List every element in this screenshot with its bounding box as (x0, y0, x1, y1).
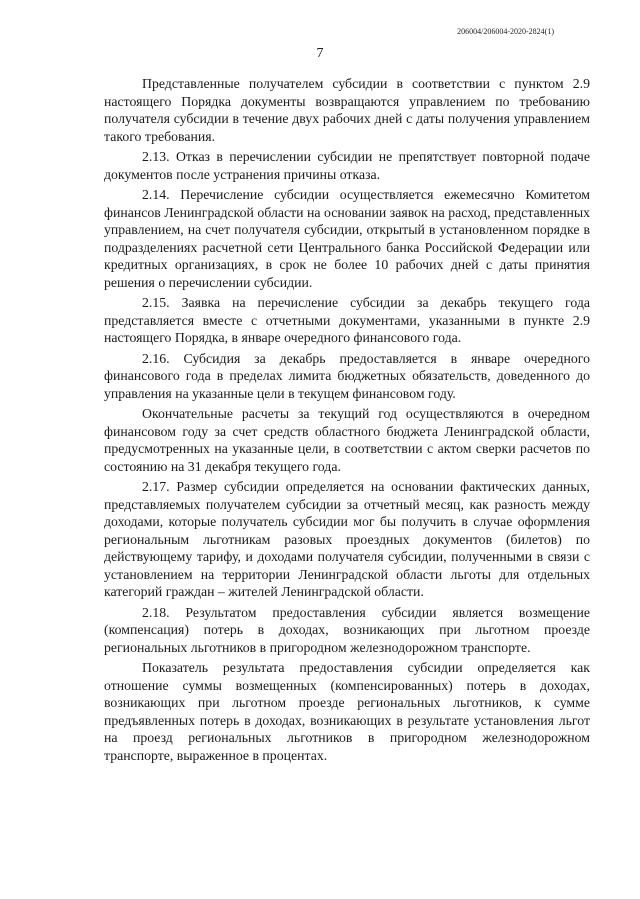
paragraph-2-13: 2.13. Отказ в перечислении субсидии не препятствует повторной подаче документов после устранения причины отказа. (104, 149, 590, 182)
document-body (104, 75, 590, 764)
page-number: 7 (316, 46, 324, 61)
paragraph-return-documents: Представленные получателем субсидии в соответствии с пунктом 2.9 настоящего Порядка документы возвращаются управлением по требованию получателя субсидии в течение двух рабочих дней с даты получения управлением такого требования. (104, 76, 590, 144)
paragraph-2-14: 2.14. Перечисление субсидии осуществляется ежемесячно Комитетом финансов Ленинградской области на основании заявок на расход, представленных управлением, на счет получателя субсидии, открытый в установленном порядке в подразделениях расчетной сети Центрального банка Российской Федерации или кредитных организациях, в срок не более 10 рабочих дней с даты принятия решения о перечислении субсидии. (104, 187, 590, 290)
paragraph-2-15: 2.15. Заявка на перечисление субсидии за декабрь текущего года представляется вместе с отчетными документами, указанными в пункте 2.9 настоящего Порядка, в январе очередного финансового года. (104, 295, 590, 345)
paragraph-final-settlements: Окончательные расчеты за текущий год осуществляются в очередном финансовом году за счет средств областного бюджета Ленинградской области, предусмотренных на указанные цели, в соответствии с актом сверки расчетов по состоянию на 31 декабря текущего года. (104, 406, 590, 474)
paragraph-result-indicator: Показатель результата предоставления субсидии определяется как отношение суммы возмещенных (компенсированных) потерь в доходах, возникающих при льготном проезде региональных льготников, к сумме предъявленных потерь в доходах, возникающих в результате установления льгот на проезд региональных льготников в пригородном железнодорожном транспорте, выраженное в процентах. (104, 660, 590, 763)
paragraph-2-18: 2.18. Результатом предоставления субсидии является возмещение (компенсация) потерь в доходах, возникающих при льготном проезде региональных льготников в пригородном железнодорожном транспорте. (104, 604, 590, 655)
document-id: 206004/206004-2020-2824(1) (457, 27, 554, 36)
paragraph-2-17: 2.17. Размер субсидии определяется на основании фактических данных, представляемых получателем субсидии за отчетный месяц, как разность между доходами, которые получатель субсидии мог бы получить в случае оформления региональным льготникам разовых проездных документов (билетов) по действующему тарифу, и доходами получателя субсидии, полученными в связи с установлением на территории Ленинградской области льготы для отдельных категорий граждан – жителей Ленинградской области. (104, 479, 590, 599)
paragraph-2-16: 2.16. Субсидия за декабрь предоставляется в январе очередного финансового года в пределах лимита бюджетных обязательств, доведенного до управления на указанные цели в текущем финансовом году. (104, 350, 590, 401)
